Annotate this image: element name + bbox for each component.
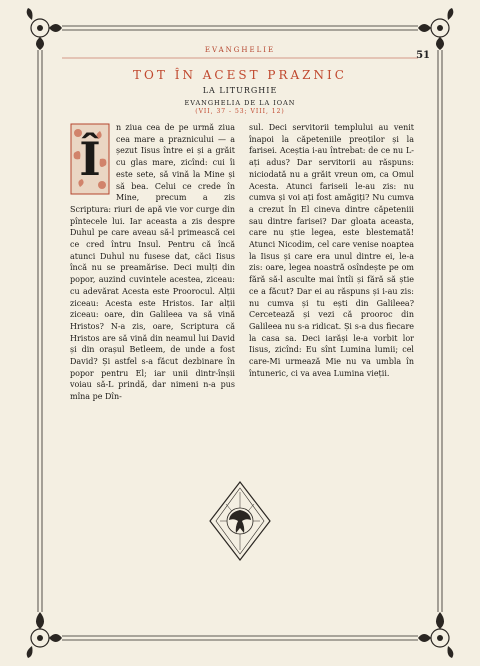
text-column-right	[249, 122, 414, 379]
dove-emblem-icon	[208, 480, 272, 562]
running-head: EVANGHELIE	[204, 46, 276, 54]
feast-title: TOT ÎN ACEST PRAZNIC	[133, 68, 347, 82]
corner-ornament-top-left	[27, 8, 62, 50]
corner-ornament-bottom-left	[27, 612, 62, 658]
corner-ornament-bottom-right	[418, 612, 453, 658]
scripture-reference: (VII, 37 - 53; VIII, 12)	[195, 108, 285, 115]
service-subtitle: LA LITURGHIE	[202, 86, 278, 95]
reading-title: EVANGHELIA DE LA IOAN	[184, 99, 296, 107]
left-column-text: n ziua cea de pe urmă ziua cea mare a praznicului — a șezut Iisus între ei și a grăit cu glas mare, zicînd: cui îi este sete, să vină la Mine și să bea. Celui ce crede în Mine, precum a zis Scriptura: riuri de apă vie vor curge din pîntecele lui. Iar aceasta a zis despre Duhul pe care aveau să-l primească cei ce cred întru Insul. Pentru că încă atunci Duhul nu fusese dat, căci Iisus încă nu se preamărise. Deci mulți din popor, auzind cuvintele acestea, ziceau: cu adevărat Acesta este Proorocul. Alții ziceau: Acesta este Hristos. Iar alții ziceau: oare, din Galileea va să vină Hristos? N-a zis, oare, Scriptura că Hristos are să vină din neamul lui David și din orașul Betleem, de unde a fost David? Și astfel s-a făcut dezbinare în popor pentru El; iar unii dintr-înșii voiau să-L prindă, dar nimeni n-a pus mîna pe Dîn-	[70, 123, 235, 402]
dropcap-initial	[70, 123, 110, 195]
right-column-text: sul. Deci servitorii templului au venit înapoi la căpeteniile preoților și la farisei. Aceștia i-au întrebat: de ce nu L-ați adus? Dar servitorii au răspuns: niciodată nu a grăit vreun om, ca Omul Acesta. Atunci fariseii le-au zis: nu cumva și voi ați fost amăgiți? Nu cumva a crezut în El cineva dintre căpeteniii sau dintre farisei? Dar gloata aceasta, care nu știe legea, este blestemată! Atunci Nicodim, cel care venise noaptea la Iisus și care era unul dintre ei, le-a zis: oare, legea noastră osîndește pe om fără să-l asculte mai întîi și fără să știe ce a făcut? Dar ei au răspuns și i-au zis: nu cumva și tu ești din Galileea? Cercetează și vezi că prooroc din Galileea nu s-a ridicat. Și s-a dus fiecare la casa sa. Deci iarăși le-a vorbit lor Iisus, zicînd: Eu sînt Lumina lumii; cel care-Mi urmează Mie nu va umbla în întuneric, ci va avea Lumina vieții.	[249, 123, 414, 378]
text-column-left	[70, 122, 235, 403]
dropcap-letter: Î	[79, 132, 101, 186]
page-number: 51	[416, 50, 430, 61]
corner-ornament-top-right	[418, 8, 453, 50]
